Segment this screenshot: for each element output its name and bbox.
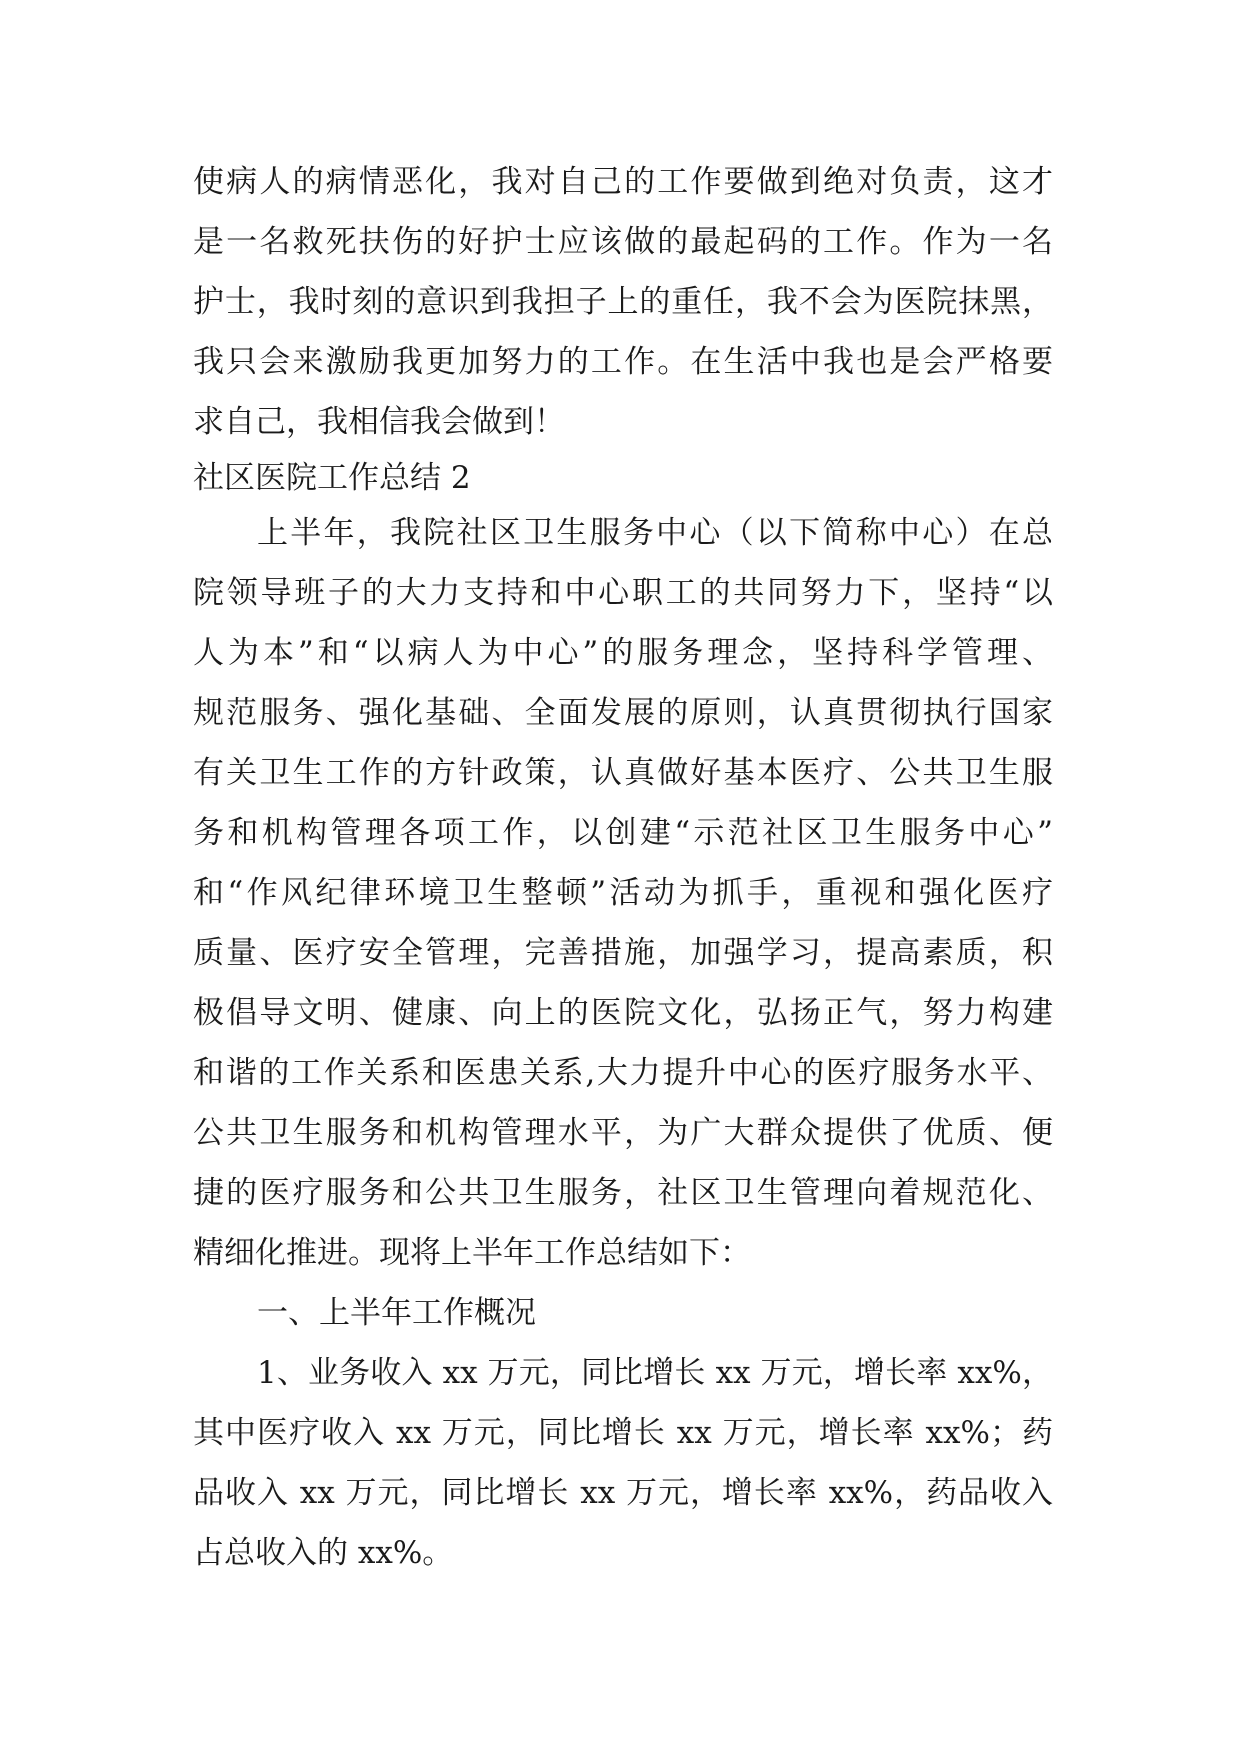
paragraph-line: 和“作风纪律环境卫生整顿”活动为抓手，重视和强化医疗 <box>193 875 1053 911</box>
paragraph-line: 使病人的病情恶化，我对自己的工作要做到绝对负责，这才 <box>193 164 1053 200</box>
paragraph-line: 有关卫生工作的方针政策，认真做好基本医疗、公共卫生服 <box>193 755 1053 791</box>
paragraph-line: 质量、医疗安全管理，完善措施，加强学习，提高素质，积 <box>193 935 1053 971</box>
paragraph-line: 精细化推进。现将上半年工作总结如下： <box>193 1235 751 1271</box>
paragraph-line: 人为本”和“以病人为中心”的服务理念，坚持科学管理、 <box>193 635 1053 671</box>
paragraph-line: 占总收入的 xx%。 <box>193 1535 454 1571</box>
paragraph-line: 是一名救死扶伤的好护士应该做的最起码的工作。作为一名 <box>193 224 1053 260</box>
paragraph-line: 院领导班子的大力支持和中心职工的共同努力下，坚持“以 <box>193 575 1053 611</box>
section-heading: 社区医院工作总结 2 <box>193 460 471 496</box>
paragraph-line: 极倡导文明、健康、向上的医院文化，弘扬正气，努力构建 <box>193 995 1053 1031</box>
paragraph-line: 1、业务收入 xx 万元，同比增长 xx 万元，增长率 xx%， <box>257 1355 1053 1391</box>
paragraph-line: 规范服务、强化基础、全面发展的原则，认真贯彻执行国家 <box>193 695 1053 731</box>
paragraph-line: 求自己，我相信我会做到！ <box>193 404 565 440</box>
paragraph-line: 和谐的工作关系和医患关系,大力提升中心的医疗服务水平、 <box>193 1055 1053 1091</box>
paragraph-line: 公共卫生服务和机构管理水平，为广大群众提供了优质、便 <box>193 1115 1053 1151</box>
paragraph-line: 护士，我时刻的意识到我担子上的重任，我不会为医院抹黑， <box>193 284 1053 320</box>
paragraph-line: 捷的医疗服务和公共卫生服务，社区卫生管理向着规范化、 <box>193 1175 1053 1211</box>
paragraph-line: 务和机构管理各项工作，以创建“示范社区卫生服务中心” <box>193 815 1053 851</box>
paragraph-line: 上半年，我院社区卫生服务中心（以下简称中心）在总 <box>257 515 1053 551</box>
paragraph-line: 品收入 xx 万元，同比增长 xx 万元，增长率 xx%，药品收入 <box>193 1475 1053 1511</box>
paragraph-line: 其中医疗收入 xx 万元，同比增长 xx 万元，增长率 xx%；药 <box>193 1415 1053 1451</box>
subsection-heading: 一、上半年工作概况 <box>257 1295 536 1331</box>
paragraph-line: 我只会来激励我更加努力的工作。在生活中我也是会严格要 <box>193 344 1053 380</box>
